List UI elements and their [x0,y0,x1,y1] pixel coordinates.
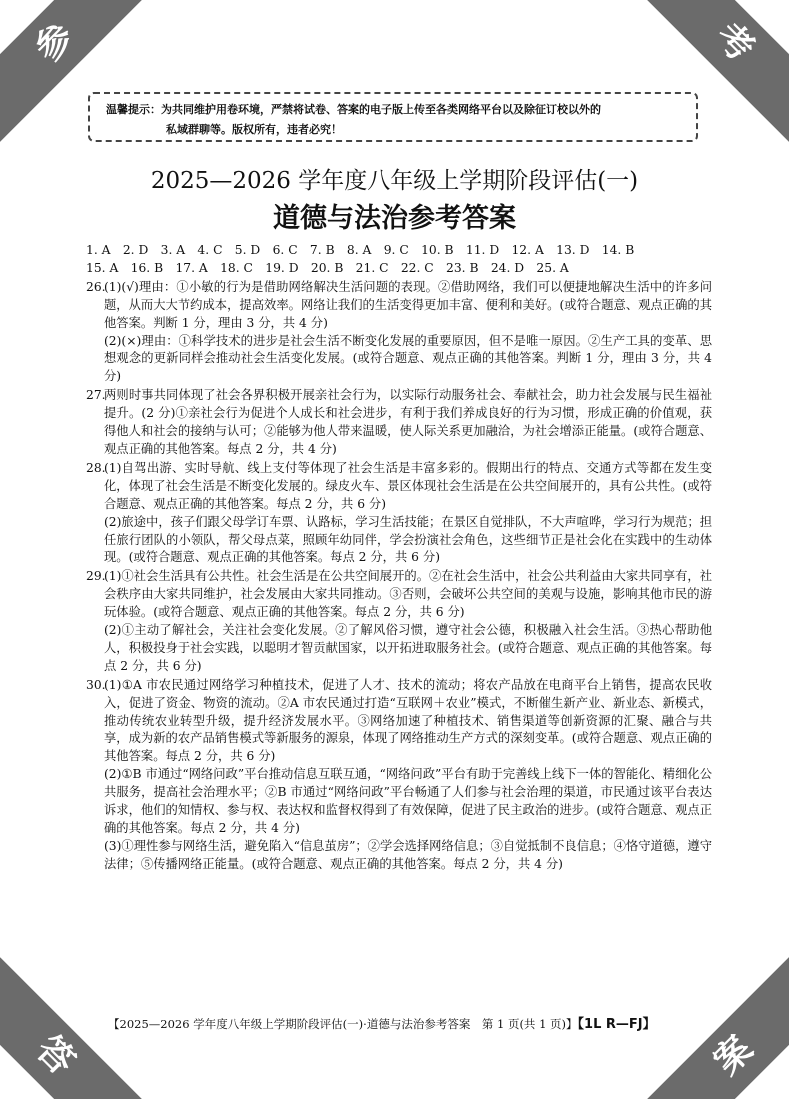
answer-content [86,242,712,874]
question-number: 30. [86,677,106,692]
question-answer [104,460,712,567]
page-footer [108,1013,728,1032]
answer-paragraph: (2)①主动了解社会，关注社会变化发展。②了解风俗习惯，遵守社会公德，积极融入社会生活。③热心帮助他人，积极投身于社会实践，以聪明才智贡献国家，以开拓进取服务社会。(或符合题意、观点正确的其他答案。每点 2 分，共 6 分) [104,623,712,673]
question-item [86,460,712,567]
question-answer [104,568,712,675]
question-item [86,568,712,675]
corner-stamp-bl: 答 [0,949,150,1099]
question-item [86,677,712,874]
answer-paragraph: 两则时事共同体现了社会各界积极开展亲社会行为，以实际行动服务社会、奉献社会，助力社会发展与民生福祉提升。(2 分)①亲社会行为促进个人成长和社会进步，有利于我们养成良好的行为习惯，形成正确的价值观，获得他人和社会的接纳与认可；②能够为他人带来温暖，使人际关系更加融洽，为社会增添正能量。(或符合题意、观点正确的其他答案。每点 2 分，共 4 分) [104,388,712,456]
answer-paragraph: (2)①B 市通过“网络问政”平台推动信息互联互通，“网络问政”平台有助于完善线上线下一体的智能化、精细化公共服务，提高社会治理水平；②B 市通过“网络问政”平台畅通了人们参与社会治理的渠道，市民通过该平台表达诉求，他们的知情权、参与权、表达权和监督权得到了有效保障，促进了民主政治的进步。(或符合题意、观点正确的其他答案。每点 2 分，共 4 分) [104,767,712,835]
footer-text: 【2025—2026 学年度八年级上学期阶段评估(一)·道德与法治参考答案 第 1 页(共 1 页)】 [108,1017,578,1031]
question-item [86,279,712,386]
question-number: 26. [86,279,106,294]
exam-title: 2025—2026 学年度八年级上学期阶段评估(一) [150,168,639,194]
multiple-choice-line-1: 1. A 2. D 3. A 4. C 5. D 6. C 7. B 8. A 9. C 10. B 11. D 12. A 13. D 14. B [86,243,635,257]
answer-key-title: 道德与法治参考答案 [273,203,516,234]
question-number: 27. [86,388,106,403]
answer-paragraph: (1)(√)理由：①小敏的行为是借助网络解决生活问题的表现。②借助网络，我们可以便捷地解决生活中的许多问题，从而大大节约成本，提高效率。网络让我们的生活变得更加丰富、便利和美好。(或符合题意、观点正确的其他答案。判断 1 分，理由 3 分，共 4 分) [104,279,712,330]
multiple-choice-line-2: 15. A 16. B 17. A 18. C 19. D 20. B 21. C 22. C 23. B 24. D 25. A [86,260,569,275]
question-number: 29. [86,569,106,584]
answer-paragraph: (2)(×)理由：①科学技术的进步是社会生活不断变化发展的重要原因，但不是唯一原因。②生产工具的变革、思想观念的更新同样会推动社会生活变化发展。(或符合题意、观点正确的其他答案。判断 1 分，理由 3 分，共 4 分) [104,333,712,384]
answer-paragraph: (2)旅途中，孩子们跟父母学订车票、认路标，学习生活技能；在景区自觉排队，不大声喧哗，学习行为规范；担任旅行团队的小领队，帮父母点菜，照顾年幼同伴，学会扮演社会角色，这些细节正是社会化在实践中的生动体现。(或符合题意、观点正确的其他答案。每点 2 分，共 6 分) [104,514,712,565]
question-answer [104,677,712,874]
copyright-notice [88,92,698,142]
question-answer [104,279,712,386]
questions-list [86,279,712,874]
footer-code: 【1L R—FJ】 [577,1017,656,1032]
corner-stamp-br: 案 [639,949,789,1099]
question-number: 28. [86,460,106,475]
question-item [86,387,712,459]
answer-paragraph: (3)①理性参与网络生活，避免陷入“信息茧房”；②学会选择网络信息；③自觉抵制不良信息；④恪守道德，遵守法律；⑤传播网络正能量。(或符合题意、观点正确的其他答案。每点 2 分，共 4 分) [104,838,712,871]
corner-stamp-tl: 参 [0,0,150,150]
question-answer [104,387,712,459]
notice-line-1: 温馨提示：为共同维护用卷环境，严禁将试卷、答案的电子版上传至各类网络平台以及除征订校以外的 [106,103,601,116]
notice-line-2: 私域群聊等。版权所有，违者必究！ [166,123,342,136]
answer-paragraph: (1)自驾出游、实时导航、线上支付等体现了社会生活是丰富多彩的。假期出行的特点、交通方式等都在发生变化，体现了社会生活是不断变化发展的。绿皮火车、景区体现社会生活是在公共空间展开的，具有公共性。(或符合题意、观点正确的其他答案。每点 2 分，共 6 分) [104,460,712,511]
answer-paragraph: (1)①社会生活具有公共性。社会生活是在公共空间展开的。②在社会生活中，社会公共利益由大家共同享有，社会秩序由大家共同维护，社会发展由大家共同推动。③否则，会破坏公共空间的美观与设施，影响其他市民的游玩体验。(或符合题意、观点正确的其他答案。每点 2 分，共 6 分) [104,569,712,620]
corner-stamp-tr: 考 [639,0,789,150]
answer-paragraph: (1)①A 市农民通过网络学习种植技术，促进了人才、技术的流动；将农产品放在电商平台上销售，提高农民收入，促进了资金、物资的流动。②A 市农民通过打造“互联网＋农业”模式，不断催生新产业、新业态、新模式，推动传统农业转型升级，提升经济发展水平。③网络加速了种植技术、销售渠道等创新资源的汇聚、融合与共享，成为新的农产品销售模式等新服务的源泉，体现了网络推动生产方式的深刻变革。(或符合题意、观点正确的其他答案。每点 2 分，共 6 分) [104,677,712,764]
